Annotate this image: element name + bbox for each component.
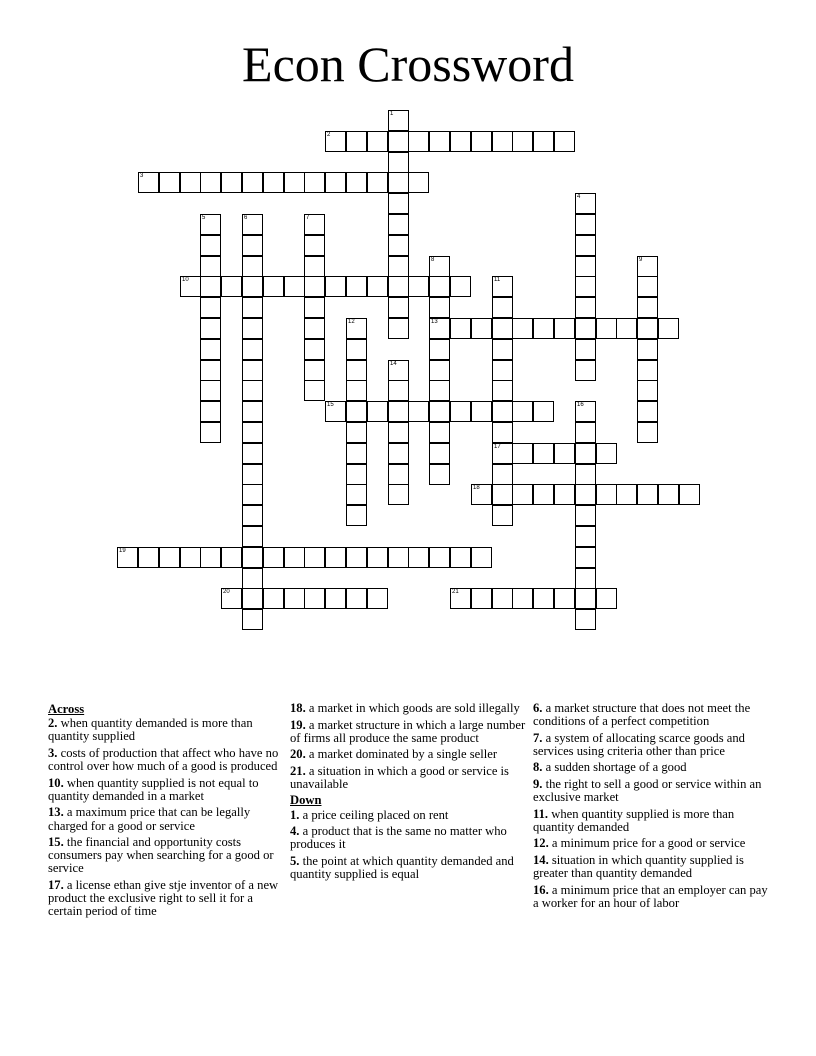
grid-cell[interactable] <box>388 401 409 422</box>
grid-cell[interactable] <box>429 276 450 297</box>
grid-cell[interactable] <box>346 380 367 401</box>
grid-cell[interactable] <box>284 547 305 568</box>
grid-cell[interactable] <box>325 172 346 193</box>
grid-cell[interactable] <box>388 256 409 277</box>
grid-cell[interactable] <box>346 339 367 360</box>
grid-cell[interactable] <box>388 297 409 318</box>
grid-cell[interactable] <box>492 464 513 485</box>
grid-cell[interactable] <box>242 276 263 297</box>
grid-cell[interactable] <box>637 484 658 505</box>
grid-cell[interactable] <box>450 588 471 609</box>
grid-cell[interactable] <box>575 588 596 609</box>
grid-cell[interactable] <box>471 484 492 505</box>
clue-down-5: 5. the point at which quantity demanded and quantity supplied is equal <box>290 853 514 882</box>
grid-cell[interactable] <box>637 401 658 422</box>
grid-cell[interactable] <box>429 422 450 443</box>
grid-cell[interactable] <box>471 318 492 339</box>
grid-cell[interactable] <box>408 276 429 297</box>
grid-cell[interactable] <box>450 276 471 297</box>
grid-cell[interactable] <box>346 360 367 381</box>
grid-cell[interactable] <box>242 172 263 193</box>
grid-cell[interactable] <box>533 588 554 609</box>
clue-across-3: 3. costs of production that affect who have no control over how much of a good is produced <box>48 745 279 774</box>
clue-down-16: 16. a minimum price that an employer can pay a worker for an hour of labor <box>533 882 768 910</box>
grid-cell[interactable] <box>637 318 658 339</box>
clue-number: 15 <box>327 402 334 408</box>
grid-cell[interactable] <box>492 318 513 339</box>
grid-cell[interactable] <box>533 443 554 464</box>
grid-cell[interactable] <box>596 484 617 505</box>
grid-cell[interactable] <box>200 214 221 235</box>
grid-cell[interactable] <box>159 172 180 193</box>
grid-cell[interactable] <box>346 276 367 297</box>
grid-cell[interactable] <box>554 443 575 464</box>
clue-across-17: 17. a license ethan give stje inventor of a new product the exclusive right to sell it for a certain period of time <box>48 877 279 919</box>
clue-across-19: 19. a market structure in which a large number of firms all produce the same product <box>290 717 526 745</box>
clue-number: 6 <box>244 215 248 221</box>
grid-cell[interactable] <box>242 588 263 609</box>
grid-cell[interactable] <box>200 422 221 443</box>
grid-cell[interactable] <box>492 443 513 464</box>
clue-number: 17 <box>494 444 501 450</box>
grid-cell[interactable] <box>200 276 221 297</box>
grid-cell[interactable] <box>512 443 533 464</box>
grid-cell[interactable] <box>512 318 533 339</box>
grid-cell[interactable] <box>388 380 409 401</box>
clue-number: 7 <box>306 215 310 221</box>
grid-cell[interactable] <box>304 380 325 401</box>
grid-cell[interactable] <box>221 276 242 297</box>
clue-down-8: 8. a sudden shortage of a good <box>533 760 687 775</box>
grid-cell[interactable] <box>325 547 346 568</box>
grid-cell[interactable] <box>346 443 367 464</box>
grid-cell[interactable] <box>388 484 409 505</box>
grid-cell[interactable] <box>575 422 596 443</box>
grid-cell[interactable] <box>304 547 325 568</box>
grid-cell[interactable] <box>346 131 367 152</box>
grid-cell[interactable] <box>388 152 409 173</box>
grid-cell[interactable] <box>596 318 617 339</box>
grid-cell[interactable] <box>263 276 284 297</box>
grid-cell[interactable] <box>346 422 367 443</box>
clue-down-7: 7. a system of allocating scarce goods and services using criteria other than price <box>533 730 745 758</box>
clue-across-20: 20. a market dominated by a single seller <box>290 747 498 762</box>
grid-cell[interactable] <box>242 609 263 630</box>
grid-cell[interactable] <box>200 380 221 401</box>
grid-cell[interactable] <box>637 422 658 443</box>
clue-down-14: 14. situation in which quantity supplied is greater than quantity demanded <box>533 852 744 881</box>
grid-cell[interactable] <box>159 547 180 568</box>
grid-cell[interactable] <box>388 214 409 235</box>
grid-cell[interactable] <box>575 256 596 277</box>
grid-cell[interactable] <box>242 401 263 422</box>
grid-cell[interactable] <box>429 380 450 401</box>
grid-cell[interactable] <box>429 547 450 568</box>
grid-cell[interactable] <box>346 172 367 193</box>
grid-cell[interactable] <box>388 360 409 381</box>
grid-cell[interactable] <box>367 547 388 568</box>
grid-cell[interactable] <box>200 318 221 339</box>
grid-cell[interactable] <box>304 318 325 339</box>
grid-cell[interactable] <box>575 547 596 568</box>
grid-cell[interactable] <box>304 297 325 318</box>
clue-number: 2 <box>327 132 331 138</box>
grid-cell[interactable] <box>575 526 596 547</box>
grid-cell[interactable] <box>658 484 679 505</box>
grid-cell[interactable] <box>637 276 658 297</box>
grid-cell[interactable] <box>200 401 221 422</box>
grid-cell[interactable] <box>284 588 305 609</box>
clue-across-2: 2. when quantity demanded is more than quantity supplied <box>48 716 253 744</box>
grid-cell[interactable] <box>616 318 637 339</box>
grid-cell[interactable] <box>637 339 658 360</box>
grid-cell[interactable] <box>429 318 450 339</box>
clue-down-9: 9. the right to sell a good or service within an exclusive market <box>533 776 762 805</box>
grid-cell[interactable] <box>242 256 263 277</box>
grid-cell[interactable] <box>200 360 221 381</box>
grid-cell[interactable] <box>200 339 221 360</box>
grid-cell[interactable] <box>242 318 263 339</box>
grid-cell[interactable] <box>575 568 596 589</box>
grid-cell[interactable] <box>533 318 554 339</box>
grid-cell[interactable] <box>221 172 242 193</box>
across-heading: Across <box>48 702 85 716</box>
grid-cell[interactable] <box>242 297 263 318</box>
clue-across-15: 15. the financial and opportunity costs consumers pay when searching for a good or service <box>48 835 274 876</box>
clue-number: 13 <box>431 319 438 325</box>
grid-cell[interactable] <box>492 339 513 360</box>
clue-down-6: 6. a market structure that does not meet the conditions of a perfect competition <box>533 701 751 729</box>
grid-cell[interactable] <box>492 484 513 505</box>
grid-cell[interactable] <box>575 235 596 256</box>
clue-number: 3 <box>140 173 144 179</box>
grid-cell[interactable] <box>429 256 450 277</box>
grid-cell[interactable] <box>325 588 346 609</box>
clues-column-1 <box>48 702 284 922</box>
grid-cell[interactable] <box>346 318 367 339</box>
grid-cell[interactable] <box>471 547 492 568</box>
clue-number: 14 <box>390 361 397 367</box>
grid-cell[interactable] <box>242 568 263 589</box>
clue-down-11: 11. when quantity supplied is more than quantity demanded <box>533 806 735 834</box>
grid-cell[interactable] <box>637 380 658 401</box>
grid-cell[interactable] <box>512 131 533 152</box>
grid-cell[interactable] <box>367 401 388 422</box>
clue-number: 16 <box>577 402 584 408</box>
grid-cell[interactable] <box>367 172 388 193</box>
clue-number: 21 <box>452 589 459 595</box>
grid-cell[interactable] <box>575 505 596 526</box>
grid-cell[interactable] <box>637 360 658 381</box>
grid-cell[interactable] <box>346 505 367 526</box>
grid-cell[interactable] <box>575 193 596 214</box>
grid-cell[interactable] <box>554 318 575 339</box>
grid-cell[interactable] <box>263 172 284 193</box>
clue-number: 9 <box>639 257 643 263</box>
grid-cell[interactable] <box>346 484 367 505</box>
grid-cell[interactable] <box>616 484 637 505</box>
grid-cell[interactable] <box>242 339 263 360</box>
grid-cell[interactable] <box>242 235 263 256</box>
grid-cell[interactable] <box>242 443 263 464</box>
grid-cell[interactable] <box>304 172 325 193</box>
grid-cell[interactable] <box>304 339 325 360</box>
grid-cell[interactable] <box>408 401 429 422</box>
grid-cell[interactable] <box>492 360 513 381</box>
grid-cell[interactable] <box>575 360 596 381</box>
grid-cell[interactable] <box>200 297 221 318</box>
clue-number: 5 <box>202 215 206 221</box>
page-title: Econ Crossword <box>242 36 574 92</box>
grid-cell[interactable] <box>242 214 263 235</box>
grid-cell[interactable] <box>242 422 263 443</box>
grid-cell[interactable] <box>554 484 575 505</box>
grid-cell[interactable] <box>138 172 159 193</box>
grid-cell[interactable] <box>367 131 388 152</box>
clues-column-2 <box>290 702 526 885</box>
grid-cell[interactable] <box>221 588 242 609</box>
grid-cell[interactable] <box>367 588 388 609</box>
grid-cell[interactable] <box>138 547 159 568</box>
clue-down-1: 1. a price ceiling placed on rent <box>290 807 449 822</box>
grid-cell[interactable] <box>512 484 533 505</box>
grid-cell[interactable] <box>471 588 492 609</box>
clues-column-3 <box>533 702 769 913</box>
grid-cell[interactable] <box>575 276 596 297</box>
grid-cell[interactable] <box>575 297 596 318</box>
clue-number: 8 <box>431 257 435 263</box>
grid-cell[interactable] <box>242 547 263 568</box>
grid-cell[interactable] <box>637 297 658 318</box>
clue-across-21: 21. a situation in which a good or service is unavailable <box>290 763 509 791</box>
grid-cell[interactable] <box>575 401 596 422</box>
clue-number: 12 <box>348 319 355 325</box>
grid-cell[interactable] <box>388 443 409 464</box>
grid-cell[interactable] <box>200 235 221 256</box>
grid-cell[interactable] <box>242 360 263 381</box>
grid-cell[interactable] <box>304 214 325 235</box>
clue-number: 4 <box>577 194 581 200</box>
grid-cell[interactable] <box>429 401 450 422</box>
grid-cell[interactable] <box>304 588 325 609</box>
grid-cell[interactable] <box>492 588 513 609</box>
grid-cell[interactable] <box>408 172 429 193</box>
grid-cell[interactable] <box>429 464 450 485</box>
grid-cell[interactable] <box>637 256 658 277</box>
grid-cell[interactable] <box>658 318 679 339</box>
grid-cell[interactable] <box>471 401 492 422</box>
grid-cell[interactable] <box>221 547 242 568</box>
grid-cell[interactable] <box>200 172 221 193</box>
grid-cell[interactable] <box>242 505 263 526</box>
grid-cell[interactable] <box>388 464 409 485</box>
grid-cell[interactable] <box>325 401 346 422</box>
grid-cell[interactable] <box>575 464 596 485</box>
grid-cell[interactable] <box>388 193 409 214</box>
grid-cell[interactable] <box>284 172 305 193</box>
grid-cell[interactable] <box>450 318 471 339</box>
grid-cell[interactable] <box>596 588 617 609</box>
grid-cell[interactable] <box>388 235 409 256</box>
grid-cell[interactable] <box>492 380 513 401</box>
grid-cell[interactable] <box>575 443 596 464</box>
grid-cell[interactable] <box>304 256 325 277</box>
grid-cell[interactable] <box>200 547 221 568</box>
grid-cell[interactable] <box>575 484 596 505</box>
clue-number: 10 <box>182 277 189 283</box>
grid-cell[interactable] <box>346 464 367 485</box>
clue-number: 11 <box>494 277 501 283</box>
grid-cell[interactable] <box>512 401 533 422</box>
grid-cell[interactable] <box>388 276 409 297</box>
grid-cell[interactable] <box>429 297 450 318</box>
clue-down-4: 4. a product that is the same no matter who produces it <box>290 824 507 852</box>
grid-cell[interactable] <box>346 401 367 422</box>
grid-cell[interactable] <box>388 172 409 193</box>
grid-cell[interactable] <box>180 276 201 297</box>
grid-cell[interactable] <box>533 401 554 422</box>
grid-cell[interactable] <box>346 547 367 568</box>
grid-cell[interactable] <box>554 588 575 609</box>
grid-cell[interactable] <box>388 110 409 131</box>
grid-cell[interactable] <box>429 360 450 381</box>
grid-cell[interactable] <box>304 360 325 381</box>
grid-cell[interactable] <box>325 131 346 152</box>
grid-cell[interactable] <box>492 422 513 443</box>
clue-number: 20 <box>223 589 230 595</box>
grid-cell[interactable] <box>242 484 263 505</box>
grid-cell[interactable] <box>492 297 513 318</box>
grid-cell[interactable] <box>492 401 513 422</box>
grid-cell[interactable] <box>492 505 513 526</box>
grid-cell[interactable] <box>388 131 409 152</box>
grid-cell[interactable] <box>429 443 450 464</box>
grid-cell[interactable] <box>575 214 596 235</box>
grid-cell[interactable] <box>533 131 554 152</box>
grid-cell[interactable] <box>263 588 284 609</box>
grid-cell[interactable] <box>242 380 263 401</box>
clue-down-12: 12. a minimum price for a good or service <box>533 836 746 851</box>
grid-cell[interactable] <box>304 235 325 256</box>
grid-cell[interactable] <box>284 276 305 297</box>
grid-cell[interactable] <box>180 547 201 568</box>
clue-number: 19 <box>119 548 126 554</box>
clue-across-10: 10. when quantity supplied is not equal to quantity demanded in a market <box>48 775 259 803</box>
grid-cell[interactable] <box>596 443 617 464</box>
grid-cell[interactable] <box>492 276 513 297</box>
grid-cell[interactable] <box>367 276 388 297</box>
grid-cell[interactable] <box>450 131 471 152</box>
grid-cell[interactable] <box>388 422 409 443</box>
grid-cell[interactable] <box>388 318 409 339</box>
clue-number: 1 <box>390 111 394 117</box>
clue-across-13: 13. a maximum price that can be legally charged for a good or service <box>48 805 251 833</box>
grid-cell[interactable] <box>679 484 700 505</box>
grid-cell[interactable] <box>575 339 596 360</box>
grid-cell[interactable] <box>242 464 263 485</box>
grid-cell[interactable] <box>346 588 367 609</box>
grid-cell[interactable] <box>408 131 429 152</box>
grid-cell[interactable] <box>575 318 596 339</box>
grid-cell[interactable] <box>450 547 471 568</box>
grid-cell[interactable] <box>242 526 263 547</box>
grid-cell[interactable] <box>554 131 575 152</box>
grid-cell[interactable] <box>471 131 492 152</box>
grid-cell[interactable] <box>263 547 284 568</box>
grid-cell[interactable] <box>492 131 513 152</box>
grid-cell[interactable] <box>429 131 450 152</box>
down-heading: Down <box>290 793 322 808</box>
clue-number: 18 <box>473 485 480 491</box>
grid-cell[interactable] <box>408 547 429 568</box>
grid-cell[interactable] <box>304 276 325 297</box>
grid-cell[interactable] <box>533 484 554 505</box>
grid-cell[interactable] <box>575 609 596 630</box>
grid-cell[interactable] <box>388 547 409 568</box>
grid-cell[interactable] <box>200 256 221 277</box>
grid-cell[interactable] <box>117 547 138 568</box>
grid-cell[interactable] <box>429 339 450 360</box>
grid-cell[interactable] <box>512 588 533 609</box>
clue-across-18: 18. a market in which goods are sold illegally <box>290 701 520 715</box>
grid-cell[interactable] <box>180 172 201 193</box>
grid-cell[interactable] <box>450 401 471 422</box>
grid-cell[interactable] <box>325 276 346 297</box>
